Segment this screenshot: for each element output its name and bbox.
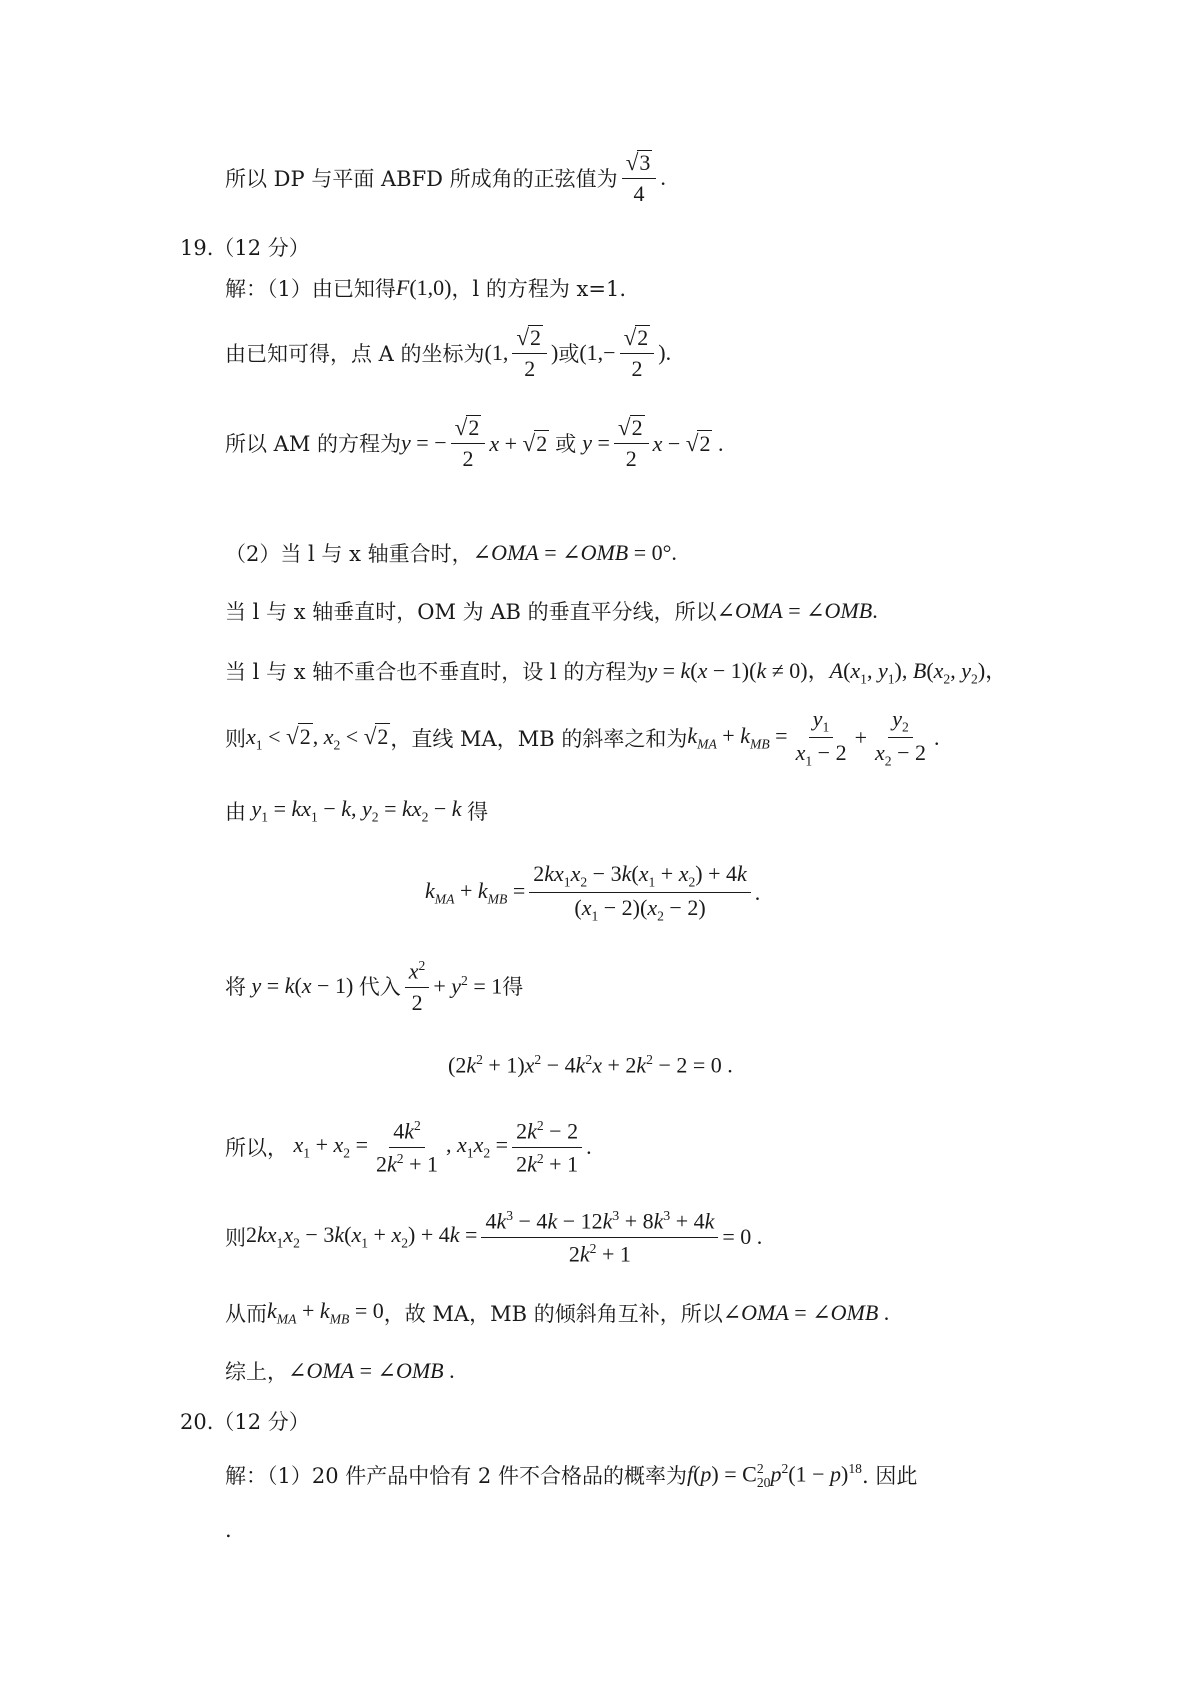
text: 则 xyxy=(225,1226,246,1251)
text: 当 l 与 x 轴垂直时，OM 为 AB 的垂直平分线，所以 xyxy=(225,600,717,624)
text: 综上， xyxy=(225,1360,288,1384)
line-part2-case3: 当 l 与 x 轴不重合也不垂直时，设 l 的方程为 y = k(x − 1)(k ≠ 0)，$A(x_1$, $y_1$), $B(x_2$, $y_2$)， xyxy=(225,654,1007,687)
line-focus: 解：（1）由已知得 F(1,0) ，l 的方程为 x=1. xyxy=(225,275,627,301)
line-substitute-y: 由 $y_1 = kx_1 - k$, $y_2 = kx_2 - k$ 得 xyxy=(225,796,489,825)
text: 20.（12 分） xyxy=(180,1410,310,1434)
fraction-sqrt3-over-4: √ 3 4 xyxy=(622,150,657,207)
line-sine-value: 所以 DP 与平面 ABFD 所成角的正弦值为 √ 3 4 . xyxy=(225,149,666,207)
text: 从而 xyxy=(225,1302,267,1326)
line-summary: 综上， ∠OMA = ∠OMB . xyxy=(225,1358,455,1384)
text: 所以 AM 的方程为 xyxy=(225,432,402,457)
text: 得 xyxy=(502,975,524,1000)
line-part2-case2: 当 l 与 x 轴垂直时，OM 为 AB 的垂直平分线，所以 ∠OMA = ∠OMB. xyxy=(225,598,878,624)
line-vieta: 所以， $x_1 + x_2$ = $\frac{4k^2}{2k^2 + 1}$ , $x_1x_2$ = $\frac{2k^2 - 2}{2k^2 + 1}$ . xyxy=(225,1118,592,1176)
line-substitute-ellipse: 将 y = k(x − 1) 代入 $\frac{x^2}{2}$ + $y^2 = 1$ 得 xyxy=(225,958,524,1015)
text: . 因此 xyxy=(861,1464,918,1488)
text: ，直线 MA，MB 的斜率之和为 xyxy=(390,726,688,751)
text: 或 xyxy=(558,342,580,367)
text: 代入 xyxy=(358,975,401,1000)
text: 由 xyxy=(225,800,246,824)
line-conclusion: 从而 $k_{MA} + k_{MB} = 0$ ，故 MA，MB 的倾斜角互补，所以 ∠OMA = ∠OMB . xyxy=(225,1298,890,1327)
text: 将 xyxy=(225,975,246,1000)
text: 19.（12 分） xyxy=(180,236,310,260)
line-probability: 解：（1）20 件产品中恰有 2 件不合格品的概率为 f(p) = C 2 20 $p^2(1 - p)^{18}$ . 因此 xyxy=(225,1460,918,1490)
text: 则 xyxy=(225,726,246,751)
text: 所以， xyxy=(225,1136,288,1161)
line-point-a: 由已知可得，点 A 的坐标为 (1, √ 2 2 ) 或 (1,− √ 2 2 ). xyxy=(225,324,672,382)
text: . xyxy=(225,1518,232,1542)
text: 由已知可得，点 A 的坐标为 xyxy=(225,342,485,367)
text: 或 xyxy=(555,432,577,457)
line-slope-sum: 则 $x_1$ < √ 2 , $x_2$ < √ 2 ，直线 MA，MB 的斜率之和为 $k_{MA} + k_{MB}$ = $\frac{y_1}{x_1 - 2}$ + $\frac{y_2}{x_2 - 2}$ . xyxy=(225,706,940,769)
line-numerator-zero: 则 $2kx_1x_2 - 3k(x_1 + x_2) + 4k$ = $\frac{4k^3 - 4k - 12k^3 + 8k^3 + 4k}{2k^2 + 1}$ = 0 . xyxy=(225,1208,763,1266)
line-trailing-dot xyxy=(225,1518,232,1542)
line-part2-case1: （2）当 l 与 x 轴重合时， ∠OMA = ∠OMB = 0°. xyxy=(225,540,677,566)
text: 当 l 与 x 轴不重合也不垂直时，设 l 的方程为 xyxy=(225,659,648,684)
text: 解：（1）20 件产品中恰有 2 件不合格品的概率为 xyxy=(225,1464,687,1488)
text: （2）当 l 与 x 轴重合时， xyxy=(225,542,473,566)
question-19-header xyxy=(180,232,310,262)
text: 所以 DP 与平面 ABFD 所成角的正弦值为 xyxy=(225,167,618,192)
line-am-equation: 所以 AM 的方程为 y = − √ 2 2 x + √ 2 或 y = √ 2 2 x − √ 2 . xyxy=(225,414,724,472)
text: 得 xyxy=(467,800,489,824)
text: ，l 的方程为 x=1. xyxy=(451,277,627,301)
formula-slope-sum: $k_{MA} + k_{MB}$ = $\frac{2kx_1x_2 - 3k(x_1 + x_2) + 4k}{(x_1 - 2)(x_2 - 2)}$ . xyxy=(425,861,761,924)
text: ，故 MA，MB 的倾斜角互补，所以 xyxy=(383,1302,723,1326)
text: 解：（1）由已知得 xyxy=(225,277,396,301)
formula-quadratic: $(2k^2 + 1)x^2 - 4k^2x + 2k^2 - 2 = 0$ . xyxy=(448,1052,733,1078)
question-20-header xyxy=(180,1406,310,1436)
